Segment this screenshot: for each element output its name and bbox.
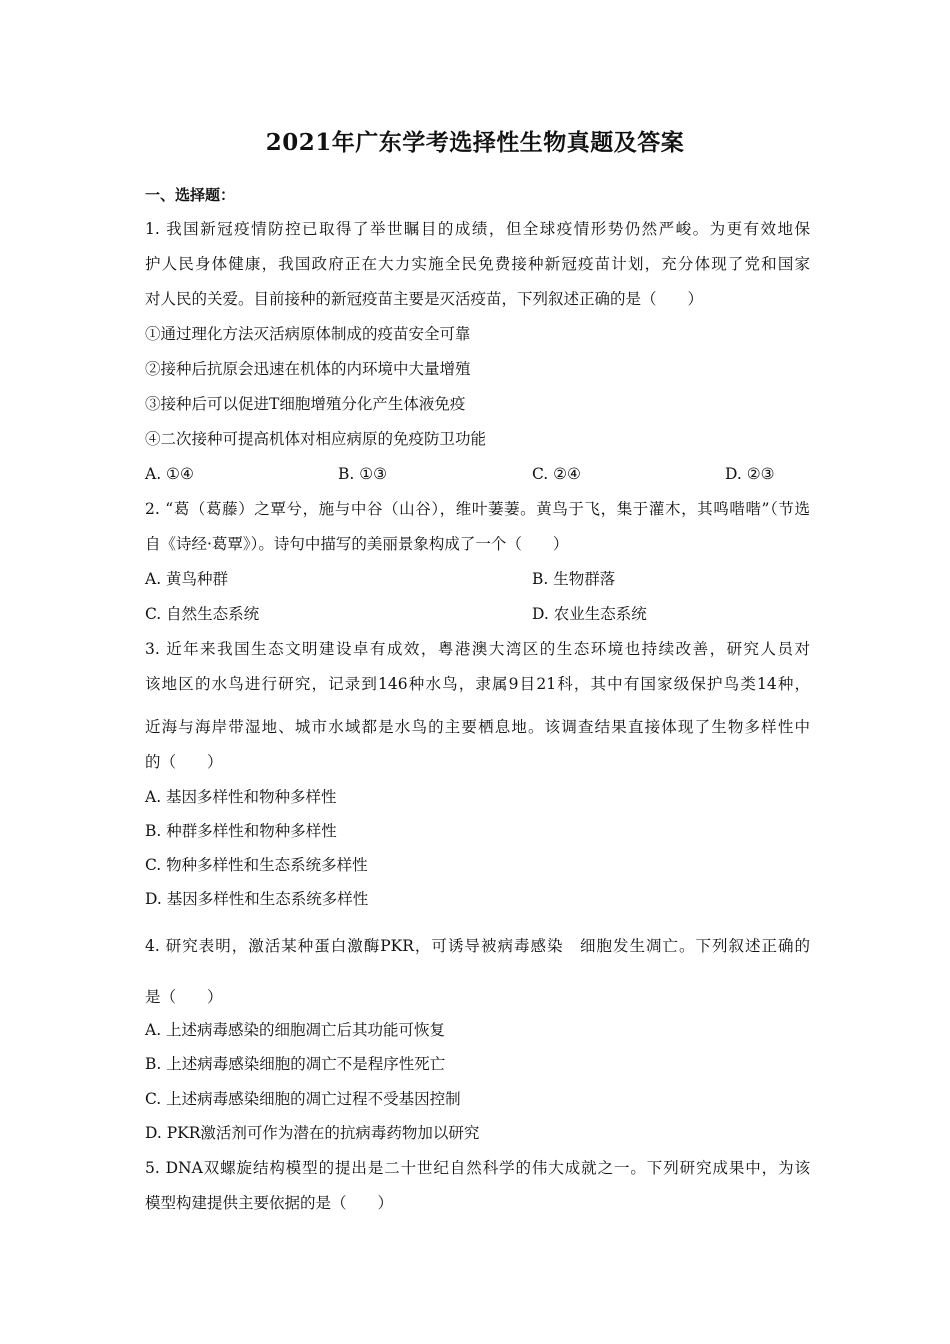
q1-statement: ③接种后可以促进T细胞增殖分化产生体液免疫 [145,395,466,413]
q1-option-c: C. ②④ [532,465,581,483]
q3-option-b: B. 种群多样性和物种多样性 [145,822,337,840]
q1-stem-line: 护人民身体健康，我国政府正在大力实施全民免费接种新冠疫苗计划，充分体现了党和国家 [145,255,810,273]
q3-option-a: A. 基因多样性和物种多样性 [145,788,337,806]
q4-option-b: B. 上述病毒感染细胞的凋亡不是程序性死亡 [145,1055,446,1073]
q2-option-b: B. 生物群落 [532,570,616,588]
q2-option-d: D. 农业生态系统 [532,605,647,623]
q2-stem-line: 2. “葛（葛藤）之覃兮，施与中谷（山谷），维叶萋萋。黄鸟于飞，集于灌木，其鸣喈喈”（节选 [145,500,810,518]
section-heading: 一、选择题： [145,186,236,204]
q1-option-d: D. ②③ [725,465,775,483]
q5-stem-line: 5. DNA双螺旋结构模型的提出是二十世纪自然科学的伟大成就之一。下列研究成果中，为该 [145,1159,810,1177]
q1-statement: ①通过理化方法灭活病原体制成的疫苗安全可靠 [145,325,471,343]
q1-option-b: B. ①③ [338,465,388,483]
q3-stem-line: 近海与海岸带湿地、城市水域都是水鸟的主要栖息地。该调查结果直接体现了生物多样性中 [145,718,810,736]
q3-option-c: C. 物种多样性和生态系统多样性 [145,856,368,874]
q4-option-d: D. PKR激活剂可作为潜在的抗病毒药物加以研究 [145,1124,480,1142]
q4-option-c: C. 上述病毒感染细胞的凋亡过程不受基因控制 [145,1090,461,1108]
q1-stem-line: 对人民的关爱。目前接种的新冠疫苗主要是灭活疫苗，下列叙述正确的是（ ） [145,290,704,308]
q4-stem-line: 是（ ） [145,988,223,1006]
q5-stem-line: 模型构建提供主要依据的是（ ） [145,1194,394,1212]
q2-stem-line: 自《诗经·葛覃》）。诗句中描写的美丽景象构成了一个（ ） [145,535,569,553]
q3-stem-line: 的（ ） [145,753,223,771]
document-title: 2021年广东学考选择性生物真题及答案 [265,129,685,156]
q3-option-d: D. 基因多样性和生态系统多样性 [145,890,369,908]
q4-stem-line: 4. 研究表明，激活某种蛋白激酶PKR，可诱导被病毒感染 细胞发生凋亡。下列叙述正确的 [145,937,810,955]
q3-stem-line: 该地区的水鸟进行研究，记录到146种水鸟，隶属9目21科，其中有国家级保护鸟类14种， [145,675,810,693]
q1-stem-line: 1. 我国新冠疫情防控已取得了举世瞩目的成绩，但全球疫情形势仍然严峻。为更有效地保 [145,220,810,238]
q1-option-a: A. ①④ [145,465,194,483]
q1-statement: ④二次接种可提高机体对相应病原的免疫防卫功能 [145,430,487,448]
q1-statement: ②接种后抗原会迅速在机体的内环境中大量增殖 [145,360,471,378]
q4-option-a: A. 上述病毒感染的细胞凋亡后其功能可恢复 [145,1021,446,1039]
q3-stem-line: 3. 近年来我国生态文明建设卓有成效，粤港澳大湾区的生态环境也持续改善，研究人员对 [145,640,810,658]
q2-option-a: A. 黄鸟种群 [145,570,229,588]
q2-option-c: C. 自然生态系统 [145,605,260,623]
